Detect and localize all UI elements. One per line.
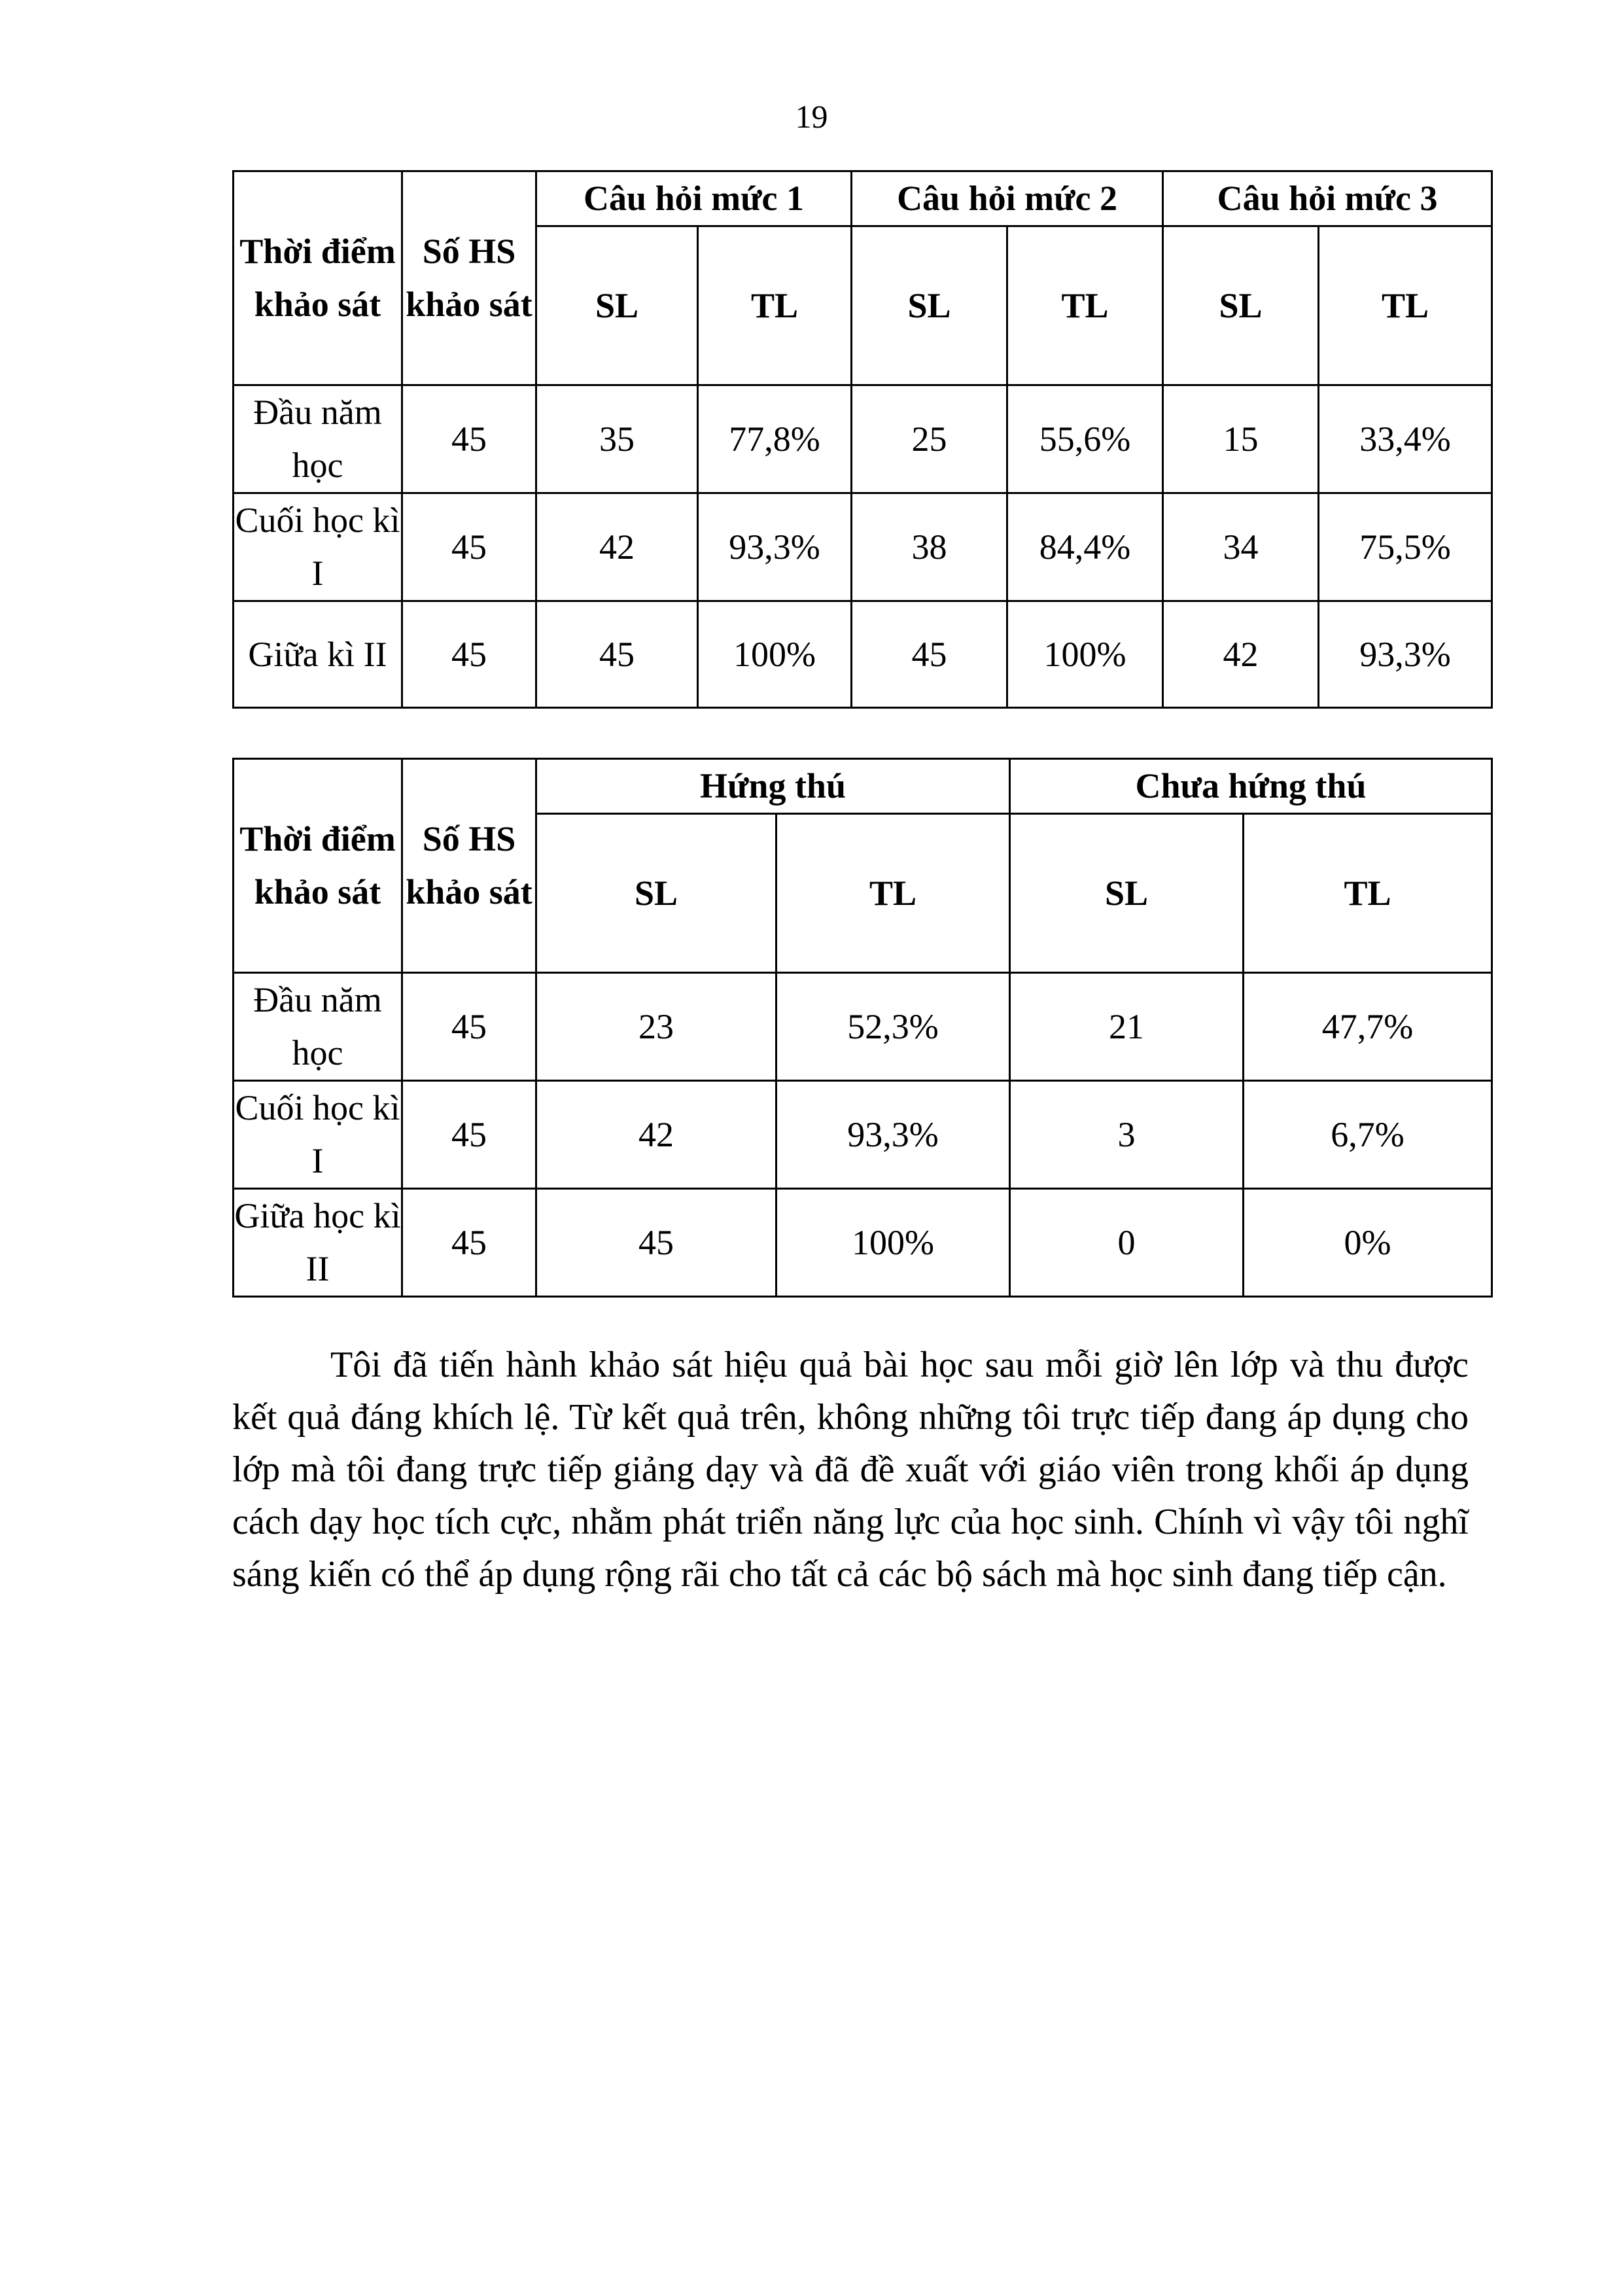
cell-value: 84,4% <box>1007 493 1163 601</box>
header-tl: TL <box>1007 226 1163 385</box>
cell-time: Cuối học kì I <box>234 493 402 601</box>
cell-value: 33,4% <box>1319 385 1492 493</box>
table-header-row <box>234 171 1492 226</box>
cell-value: 3 <box>1010 1081 1244 1189</box>
header-sl: SL <box>1163 226 1319 385</box>
header-time: Thời điểm khảo sát <box>234 171 402 385</box>
cell-value: 6,7% <box>1244 1081 1492 1189</box>
header-group: Câu hỏi mức 2 <box>852 171 1163 226</box>
cell-time: Giữa kì II <box>234 601 402 708</box>
cell-value: 45 <box>536 601 698 708</box>
table-row <box>234 493 1492 601</box>
header-tl: TL <box>698 226 852 385</box>
header-tl: TL <box>777 814 1010 973</box>
header-count: Số HS khảo sát <box>402 759 536 973</box>
cell-value: 38 <box>852 493 1007 601</box>
header-group: Câu hỏi mức 3 <box>1163 171 1492 226</box>
cell-value: 45 <box>536 1189 777 1297</box>
cell-count: 45 <box>402 601 536 708</box>
cell-value: 42 <box>536 1081 777 1189</box>
page-number: 19 <box>795 98 828 135</box>
cell-value: 23 <box>536 973 777 1081</box>
cell-value: 35 <box>536 385 698 493</box>
table-row <box>234 1189 1492 1297</box>
header-sl: SL <box>852 226 1007 385</box>
cell-value: 55,6% <box>1007 385 1163 493</box>
cell-value: 75,5% <box>1319 493 1492 601</box>
cell-value: 100% <box>777 1189 1010 1297</box>
header-tl: TL <box>1244 814 1492 973</box>
cell-value: 47,7% <box>1244 973 1492 1081</box>
cell-count: 45 <box>402 973 536 1081</box>
table-header-row <box>234 759 1492 814</box>
table-row <box>234 1081 1492 1189</box>
header-group: Câu hỏi mức 1 <box>536 171 852 226</box>
cell-value: 34 <box>1163 493 1319 601</box>
cell-value: 0% <box>1244 1189 1492 1297</box>
cell-value: 42 <box>1163 601 1319 708</box>
cell-value: 0 <box>1010 1189 1244 1297</box>
table-row <box>234 385 1492 493</box>
header-time: Thời điểm khảo sát <box>234 759 402 973</box>
cell-value: 52,3% <box>777 973 1010 1081</box>
survey-table-interest <box>232 758 1493 1298</box>
header-group: Hứng thú <box>536 759 1010 814</box>
cell-count: 45 <box>402 1081 536 1189</box>
header-group: Chưa hứng thú <box>1010 759 1492 814</box>
cell-time: Cuối học kì I <box>234 1081 402 1189</box>
cell-value: 45 <box>852 601 1007 708</box>
cell-time: Đầu năm học <box>234 973 402 1081</box>
cell-count: 45 <box>402 385 536 493</box>
cell-time: Đầu năm học <box>234 385 402 493</box>
table-row <box>234 973 1492 1081</box>
cell-count: 45 <box>402 493 536 601</box>
cell-value: 100% <box>698 601 852 708</box>
body-paragraph: Tôi đã tiến hành khảo sát hiệu quả bài học sau mỗi giờ lên lớp và thu được kết quả đáng khích lệ. Từ kết quả trên, không những tôi trực tiếp đang áp dụng cho lớp mà tôi đang trực tiếp giảng dạy và đã đề xuất với giáo viên trong khối áp dụng cách dạy học tích cực, nhằm phát triển năng lực của học sinh. Chính vì vậy tôi nghĩ sáng kiến có thể áp dụng rộng rãi cho tất cả các bộ sách mà học sinh đang tiếp cận. <box>232 1345 1469 1595</box>
cell-value: 21 <box>1010 973 1244 1081</box>
cell-value: 25 <box>852 385 1007 493</box>
cell-count: 45 <box>402 1189 536 1297</box>
header-sl: SL <box>536 226 698 385</box>
header-tl: TL <box>1319 226 1492 385</box>
header-count: Số HS khảo sát <box>402 171 536 385</box>
cell-value: 100% <box>1007 601 1163 708</box>
cell-value: 15 <box>1163 385 1319 493</box>
table-row <box>234 601 1492 708</box>
header-sl: SL <box>536 814 777 973</box>
cell-time: Giữa học kì II <box>234 1189 402 1297</box>
cell-value: 42 <box>536 493 698 601</box>
header-sl: SL <box>1010 814 1244 973</box>
cell-value: 93,3% <box>777 1081 1010 1189</box>
cell-value: 93,3% <box>1319 601 1492 708</box>
cell-value: 77,8% <box>698 385 852 493</box>
cell-value: 93,3% <box>698 493 852 601</box>
survey-table-question-levels <box>232 170 1493 709</box>
